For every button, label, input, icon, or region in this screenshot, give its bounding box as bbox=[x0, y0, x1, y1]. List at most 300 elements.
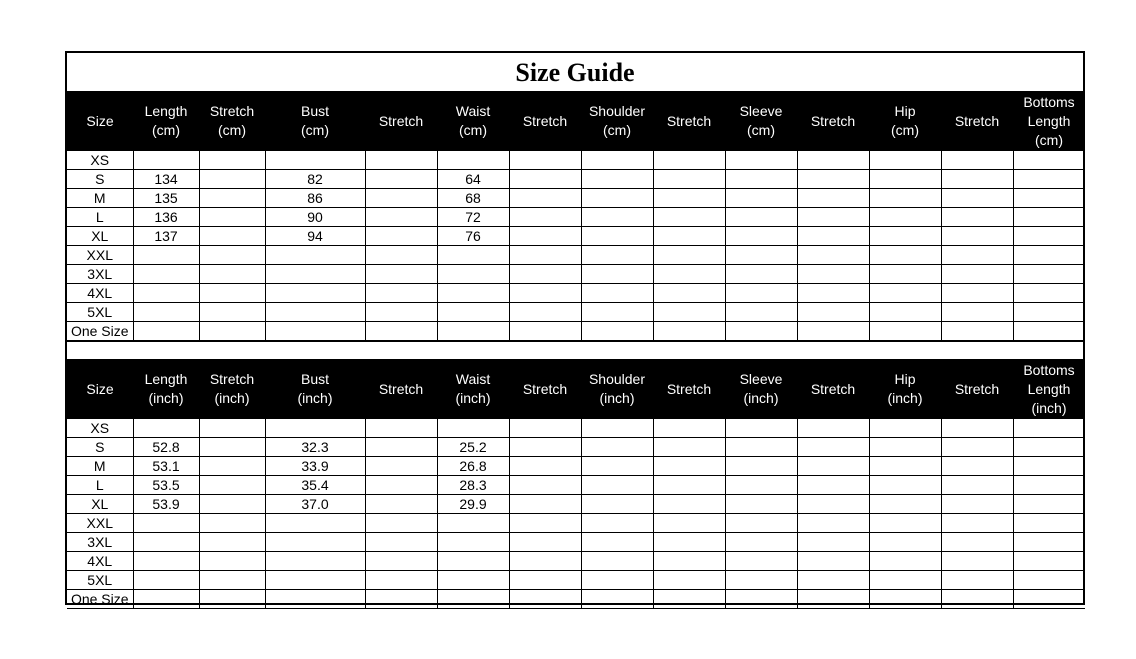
table-cell bbox=[653, 476, 725, 495]
table-cell bbox=[581, 590, 653, 609]
table-cell bbox=[797, 533, 869, 552]
table-row bbox=[67, 265, 1085, 284]
table-cell bbox=[133, 571, 199, 590]
table-cell bbox=[869, 476, 941, 495]
size-label-cell: M bbox=[67, 189, 133, 208]
table-cell bbox=[437, 590, 509, 609]
table-cell bbox=[941, 552, 1013, 571]
table-cell bbox=[725, 170, 797, 189]
table-cell bbox=[133, 246, 199, 265]
table-cell bbox=[509, 533, 581, 552]
column-header: Stretch (inch) bbox=[199, 360, 265, 419]
column-header: Shoulder (inch) bbox=[581, 360, 653, 419]
table-cell bbox=[1013, 495, 1085, 514]
column-header: Length (inch) bbox=[133, 360, 199, 419]
table-cell bbox=[581, 322, 653, 341]
table-cell bbox=[365, 322, 437, 341]
table-cell bbox=[653, 590, 725, 609]
table-cell bbox=[797, 590, 869, 609]
table-cell bbox=[509, 284, 581, 303]
table-cell: 26.8 bbox=[437, 457, 509, 476]
table-cell bbox=[581, 208, 653, 227]
page-title: Size Guide bbox=[67, 53, 1083, 92]
table-cell bbox=[581, 571, 653, 590]
table-cell bbox=[133, 303, 199, 322]
table-cell bbox=[653, 265, 725, 284]
table-cell bbox=[941, 303, 1013, 322]
table-cell bbox=[133, 419, 199, 438]
table-cell bbox=[869, 303, 941, 322]
table-cell bbox=[509, 208, 581, 227]
table-cell bbox=[725, 476, 797, 495]
table-cell bbox=[941, 227, 1013, 246]
table-cell bbox=[437, 322, 509, 341]
table-cell bbox=[725, 246, 797, 265]
column-header: Stretch bbox=[941, 360, 1013, 419]
table-row bbox=[67, 571, 1085, 590]
table-cell: 64 bbox=[437, 170, 509, 189]
table-cell bbox=[941, 170, 1013, 189]
table-cell bbox=[265, 151, 365, 170]
table-cell bbox=[199, 189, 265, 208]
table-cell bbox=[365, 514, 437, 533]
table-cell bbox=[581, 438, 653, 457]
table-cell: 28.3 bbox=[437, 476, 509, 495]
table-cell bbox=[869, 514, 941, 533]
table-cell bbox=[365, 170, 437, 189]
column-header: Stretch bbox=[797, 92, 869, 151]
table-cell bbox=[797, 438, 869, 457]
table-row bbox=[67, 322, 1085, 341]
table-cell: 33.9 bbox=[265, 457, 365, 476]
table-cell bbox=[437, 571, 509, 590]
table-cell bbox=[509, 265, 581, 284]
table-cell bbox=[653, 438, 725, 457]
table-cell bbox=[725, 419, 797, 438]
table-cell bbox=[437, 514, 509, 533]
table-cell bbox=[509, 303, 581, 322]
table-cell bbox=[437, 284, 509, 303]
table-cell bbox=[265, 246, 365, 265]
table-cell bbox=[437, 419, 509, 438]
table-cell bbox=[725, 227, 797, 246]
table-cell bbox=[797, 227, 869, 246]
table-cell: 72 bbox=[437, 208, 509, 227]
table-cell bbox=[725, 495, 797, 514]
table-cell bbox=[581, 189, 653, 208]
table-cell bbox=[1013, 552, 1085, 571]
table-cell bbox=[1013, 284, 1085, 303]
column-header: Size bbox=[67, 92, 133, 151]
table-cell bbox=[797, 514, 869, 533]
table-cell bbox=[797, 284, 869, 303]
table-cell bbox=[581, 303, 653, 322]
column-header: Stretch bbox=[509, 92, 581, 151]
size-label-cell: 3XL bbox=[67, 265, 133, 284]
table-cell bbox=[653, 284, 725, 303]
table-cell bbox=[725, 208, 797, 227]
size-label-cell: One Size bbox=[67, 590, 133, 609]
table-cell bbox=[437, 552, 509, 571]
table-cell bbox=[199, 246, 265, 265]
table-cell bbox=[797, 322, 869, 341]
column-header: Hip (cm) bbox=[869, 92, 941, 151]
table-cell bbox=[133, 151, 199, 170]
table-cell: 29.9 bbox=[437, 495, 509, 514]
table-cell bbox=[581, 514, 653, 533]
table-cell: 53.5 bbox=[133, 476, 199, 495]
table-cell bbox=[199, 322, 265, 341]
table-cell bbox=[653, 419, 725, 438]
table-cell bbox=[941, 571, 1013, 590]
size-label-cell: M bbox=[67, 457, 133, 476]
table-cell bbox=[797, 170, 869, 189]
table-row bbox=[67, 552, 1085, 571]
column-header: Shoulder (cm) bbox=[581, 92, 653, 151]
table-cell bbox=[1013, 419, 1085, 438]
table-cell bbox=[869, 227, 941, 246]
table-cell: 82 bbox=[265, 170, 365, 189]
table-cell bbox=[581, 227, 653, 246]
size-label-cell: S bbox=[67, 170, 133, 189]
header-row bbox=[67, 92, 1085, 151]
table-cell bbox=[199, 170, 265, 189]
table-cell bbox=[199, 151, 265, 170]
table-cell: 94 bbox=[265, 227, 365, 246]
table-cell bbox=[365, 419, 437, 438]
table-cell bbox=[199, 533, 265, 552]
column-header: Size bbox=[67, 360, 133, 419]
table-cell bbox=[1013, 208, 1085, 227]
table-cell bbox=[581, 419, 653, 438]
table-cell bbox=[581, 265, 653, 284]
table-cell bbox=[199, 419, 265, 438]
table-cell bbox=[199, 457, 265, 476]
column-header: Bust (cm) bbox=[265, 92, 365, 151]
table-cell bbox=[133, 322, 199, 341]
column-header: Stretch bbox=[941, 92, 1013, 151]
table-cell bbox=[365, 590, 437, 609]
table-row bbox=[67, 208, 1085, 227]
table-cell bbox=[265, 533, 365, 552]
size-table-inch bbox=[67, 360, 1085, 609]
header-row bbox=[67, 360, 1085, 419]
column-header: Stretch (cm) bbox=[199, 92, 265, 151]
table-cell: 35.4 bbox=[265, 476, 365, 495]
table-cell bbox=[797, 246, 869, 265]
table-cell bbox=[365, 495, 437, 514]
table-cell bbox=[199, 284, 265, 303]
table-cell bbox=[797, 419, 869, 438]
table-cell bbox=[725, 438, 797, 457]
table-cell bbox=[725, 514, 797, 533]
table-cell bbox=[869, 284, 941, 303]
table-cell bbox=[725, 457, 797, 476]
size-label-cell: One Size bbox=[67, 322, 133, 341]
table-cell bbox=[437, 303, 509, 322]
table-cell bbox=[1013, 151, 1085, 170]
table-cell bbox=[941, 495, 1013, 514]
column-header: Sleeve (inch) bbox=[725, 360, 797, 419]
table-row bbox=[67, 495, 1085, 514]
table-cell bbox=[869, 246, 941, 265]
table-cell bbox=[725, 284, 797, 303]
table-cell bbox=[581, 533, 653, 552]
table-cell: 52.8 bbox=[133, 438, 199, 457]
column-header: Waist (cm) bbox=[437, 92, 509, 151]
column-header: Bust (inch) bbox=[265, 360, 365, 419]
table-cell bbox=[509, 552, 581, 571]
table-cell bbox=[365, 438, 437, 457]
column-header: Length (cm) bbox=[133, 92, 199, 151]
table-cell bbox=[1013, 514, 1085, 533]
table-row bbox=[67, 514, 1085, 533]
table-cell bbox=[437, 533, 509, 552]
table-cell bbox=[1013, 476, 1085, 495]
table-cell bbox=[199, 571, 265, 590]
table-cell bbox=[1013, 571, 1085, 590]
column-header: Bottoms Length (inch) bbox=[1013, 360, 1085, 419]
table-cell bbox=[265, 265, 365, 284]
table-cell bbox=[265, 419, 365, 438]
table-cell bbox=[941, 438, 1013, 457]
table-cell bbox=[1013, 533, 1085, 552]
table-cell bbox=[1013, 246, 1085, 265]
table-cell: 68 bbox=[437, 189, 509, 208]
table-cell bbox=[941, 151, 1013, 170]
table-cell bbox=[869, 322, 941, 341]
table-row bbox=[67, 189, 1085, 208]
table-cell bbox=[265, 514, 365, 533]
table-cell: 53.9 bbox=[133, 495, 199, 514]
table-row bbox=[67, 303, 1085, 322]
table-cell bbox=[1013, 438, 1085, 457]
table-cell bbox=[1013, 457, 1085, 476]
table-cell bbox=[365, 151, 437, 170]
table-cell bbox=[133, 552, 199, 571]
table-cell bbox=[869, 265, 941, 284]
table-cell: 53.1 bbox=[133, 457, 199, 476]
table-cell bbox=[581, 457, 653, 476]
table-cell bbox=[725, 303, 797, 322]
size-label-cell: L bbox=[67, 476, 133, 495]
size-label-cell: XXL bbox=[67, 246, 133, 265]
table-cell bbox=[509, 457, 581, 476]
table-cell bbox=[365, 533, 437, 552]
table-cell bbox=[199, 438, 265, 457]
column-header: Stretch bbox=[365, 92, 437, 151]
table-cell bbox=[869, 495, 941, 514]
size-label-cell: XS bbox=[67, 151, 133, 170]
table-cell bbox=[265, 552, 365, 571]
table-cell: 37.0 bbox=[265, 495, 365, 514]
table-cell bbox=[1013, 322, 1085, 341]
table-cell bbox=[725, 189, 797, 208]
table-cell: 134 bbox=[133, 170, 199, 189]
table-cell bbox=[941, 514, 1013, 533]
table-cell bbox=[941, 476, 1013, 495]
table-cell bbox=[437, 151, 509, 170]
table-cell bbox=[365, 208, 437, 227]
table-cell bbox=[199, 495, 265, 514]
table-cell: 32.3 bbox=[265, 438, 365, 457]
table-cell bbox=[199, 265, 265, 284]
table-cell bbox=[797, 457, 869, 476]
table-cell bbox=[365, 246, 437, 265]
table-cell bbox=[509, 495, 581, 514]
size-label-cell: XS bbox=[67, 419, 133, 438]
table-cell bbox=[437, 265, 509, 284]
table-cell bbox=[365, 227, 437, 246]
table-cell bbox=[581, 552, 653, 571]
table-cell bbox=[797, 189, 869, 208]
table-cell bbox=[365, 552, 437, 571]
table-cell bbox=[133, 284, 199, 303]
table-cell bbox=[941, 208, 1013, 227]
table-cell bbox=[581, 151, 653, 170]
table-cell bbox=[509, 438, 581, 457]
table-row bbox=[67, 170, 1085, 189]
size-guide-sheet bbox=[65, 51, 1085, 605]
table-row bbox=[67, 246, 1085, 265]
table-cell bbox=[653, 533, 725, 552]
table-cell bbox=[265, 303, 365, 322]
table-cell bbox=[581, 284, 653, 303]
table-cell bbox=[509, 419, 581, 438]
table-cell bbox=[941, 533, 1013, 552]
table-cell: 136 bbox=[133, 208, 199, 227]
table-cell bbox=[265, 284, 365, 303]
table-cell bbox=[941, 189, 1013, 208]
table-cell bbox=[653, 227, 725, 246]
table-cell bbox=[265, 571, 365, 590]
table-cell bbox=[1013, 265, 1085, 284]
table-cell bbox=[941, 284, 1013, 303]
table-cell bbox=[797, 303, 869, 322]
table-cell bbox=[869, 590, 941, 609]
table-cell bbox=[653, 457, 725, 476]
table-cell bbox=[653, 151, 725, 170]
table-cell bbox=[869, 438, 941, 457]
table-cell bbox=[509, 322, 581, 341]
table-cell bbox=[133, 533, 199, 552]
table-cell bbox=[653, 571, 725, 590]
table-cell bbox=[869, 552, 941, 571]
table-cell bbox=[365, 457, 437, 476]
table-cell: 76 bbox=[437, 227, 509, 246]
table-cell bbox=[199, 552, 265, 571]
column-header: Bottoms Length (cm) bbox=[1013, 92, 1085, 151]
table-cell bbox=[265, 590, 365, 609]
size-label-cell: S bbox=[67, 438, 133, 457]
table-cell bbox=[941, 246, 1013, 265]
table-row bbox=[67, 476, 1085, 495]
table-cell bbox=[725, 265, 797, 284]
table-cell bbox=[509, 227, 581, 246]
size-label-cell: 5XL bbox=[67, 303, 133, 322]
table-cell bbox=[581, 246, 653, 265]
table-cell bbox=[653, 514, 725, 533]
size-label-cell: XL bbox=[67, 495, 133, 514]
table-cell bbox=[509, 514, 581, 533]
column-header: Stretch bbox=[509, 360, 581, 419]
table-row bbox=[67, 438, 1085, 457]
table-cell bbox=[509, 476, 581, 495]
table-row bbox=[67, 284, 1085, 303]
table-cell bbox=[365, 571, 437, 590]
size-table-cm bbox=[67, 92, 1085, 341]
table-cell bbox=[509, 189, 581, 208]
column-header: Sleeve (cm) bbox=[725, 92, 797, 151]
table-cell bbox=[509, 246, 581, 265]
table-divider bbox=[67, 341, 1083, 360]
table-cell bbox=[365, 284, 437, 303]
table-row bbox=[67, 457, 1085, 476]
table-cell bbox=[941, 265, 1013, 284]
column-header: Waist (inch) bbox=[437, 360, 509, 419]
table-cell bbox=[941, 590, 1013, 609]
table-cell bbox=[1013, 590, 1085, 609]
column-header: Stretch bbox=[797, 360, 869, 419]
table-row bbox=[67, 151, 1085, 170]
table-cell bbox=[199, 590, 265, 609]
table-row bbox=[67, 227, 1085, 246]
table-cell bbox=[869, 457, 941, 476]
table-cell bbox=[509, 590, 581, 609]
table-cell bbox=[869, 533, 941, 552]
size-label-cell: 4XL bbox=[67, 552, 133, 571]
table-cell bbox=[1013, 189, 1085, 208]
column-header: Stretch bbox=[365, 360, 437, 419]
table-cell bbox=[653, 208, 725, 227]
table-cell bbox=[941, 322, 1013, 341]
size-label-cell: XXL bbox=[67, 514, 133, 533]
table-cell bbox=[725, 151, 797, 170]
table-cell bbox=[265, 322, 365, 341]
table-cell bbox=[509, 170, 581, 189]
table-cell bbox=[437, 246, 509, 265]
table-cell bbox=[797, 476, 869, 495]
table-cell bbox=[199, 514, 265, 533]
table-cell bbox=[653, 303, 725, 322]
table-cell bbox=[869, 571, 941, 590]
column-header: Hip (inch) bbox=[869, 360, 941, 419]
table-row bbox=[67, 419, 1085, 438]
table-cell bbox=[509, 571, 581, 590]
table-cell bbox=[653, 552, 725, 571]
table-row bbox=[67, 533, 1085, 552]
table-cell bbox=[581, 476, 653, 495]
table-cell bbox=[581, 495, 653, 514]
column-header: Stretch bbox=[653, 92, 725, 151]
table-cell bbox=[199, 303, 265, 322]
column-header: Stretch bbox=[653, 360, 725, 419]
table-cell bbox=[869, 189, 941, 208]
table-cell bbox=[199, 227, 265, 246]
table-cell bbox=[653, 189, 725, 208]
size-label-cell: 3XL bbox=[67, 533, 133, 552]
table-row bbox=[67, 590, 1085, 609]
table-cell bbox=[1013, 303, 1085, 322]
table-cell bbox=[365, 189, 437, 208]
size-label-cell: 4XL bbox=[67, 284, 133, 303]
table-cell bbox=[133, 265, 199, 284]
table-cell bbox=[133, 590, 199, 609]
table-cell: 86 bbox=[265, 189, 365, 208]
table-cell bbox=[725, 590, 797, 609]
table-cell bbox=[869, 419, 941, 438]
table-cell bbox=[1013, 170, 1085, 189]
